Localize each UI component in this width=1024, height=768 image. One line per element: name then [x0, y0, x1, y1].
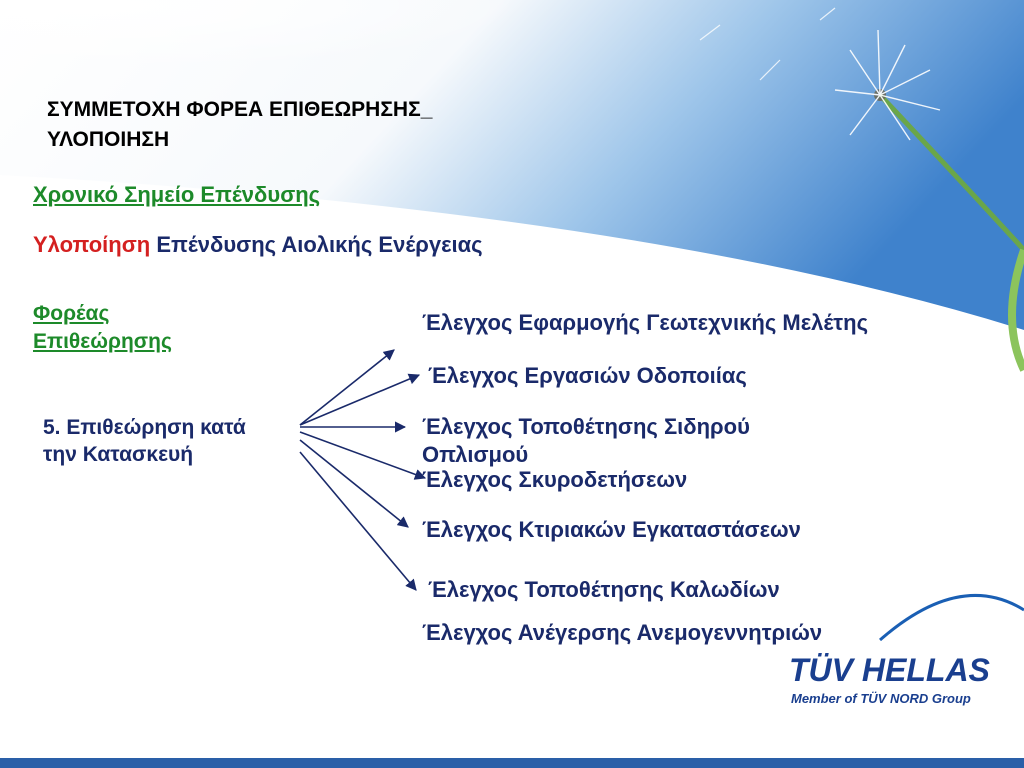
- implementation-rest: Επένδυσης Αιολικής Ενέργειας: [156, 232, 483, 257]
- check-building-installations: Έλεγχος Κτιριακών Εγκαταστάσεων: [422, 517, 801, 542]
- implementation-highlight: Υλοποίηση: [33, 232, 151, 257]
- slide-title: [47, 95, 607, 155]
- inspection-body-label: [33, 300, 172, 356]
- slide-title-line2: ΥΛΟΠΟΙΗΣΗ: [47, 128, 170, 151]
- tuv-hellas-logo: TÜV HELLAS: [789, 652, 990, 688]
- tuv-hellas-subtitle: Member of TÜV NORD Group: [791, 691, 971, 706]
- check-cable-placement: Έλεγχος Τοποθέτησης Καλωδίων: [428, 577, 780, 602]
- check-steel-placement: Έλεγχος Τοποθέτησης Σιδηρού: [422, 414, 750, 439]
- check-roadworks: Έλεγχος Εργασιών Οδοποιίας: [428, 363, 747, 388]
- footer-strip: [0, 758, 1024, 768]
- source-node-line1: 5. Επιθεώρηση κατά: [43, 416, 246, 439]
- inspection-body-line1: Φορέας: [33, 302, 110, 325]
- implementation-label: [33, 232, 483, 258]
- source-node: [43, 414, 246, 468]
- check-geotechnical: Έλεγχος Εφαρμογής Γεωτεχνικής Μελέτης: [422, 310, 869, 335]
- check-steel-placement-line2: Οπλισμού: [422, 442, 529, 467]
- source-node-line2: την Κατασκευή: [43, 443, 194, 466]
- inspection-body-line2: Επιθεώρησης: [33, 330, 172, 353]
- check-turbine-erection: Έλεγχος Ανέγερσης Ανεμογεννητριών: [422, 620, 823, 645]
- check-concreting: Έλεγχος Σκυροδετήσεων: [422, 467, 688, 492]
- slide-title-line1: ΣΥΜΜΕΤΟΧΗ ΦΟΡΕΑ ΕΠΙΘΕΩΡΗΣΗΣ_: [47, 98, 433, 121]
- timepoint-label: Χρονικό Σημείο Επένδυσης: [33, 182, 321, 207]
